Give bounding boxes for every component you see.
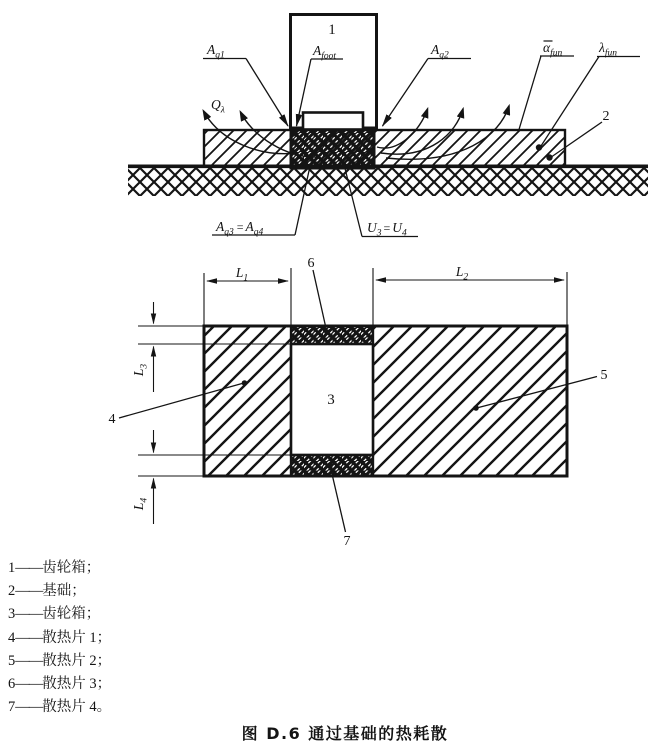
legend-text: 散热片 3； [42,676,112,693]
legend-dash: —— [15,652,43,669]
legend-dash: —— [15,583,43,600]
gearbox-number: 1 [328,22,336,38]
callout4-number: 4 [108,412,116,427]
lambdafun-point [536,144,542,150]
legend-text: 齿轮箱； [42,606,101,623]
legend-text: 齿轮箱； [42,560,101,576]
legend-num: 1 [8,560,16,576]
callout7-point [327,462,333,468]
ground-hatch [128,168,648,196]
legend-num: 7 [8,699,16,716]
legend-dash: —— [15,676,43,693]
top-diagram-svg [0,0,650,252]
figure-caption: 图 D.6 通过基础的热耗散 [241,724,449,743]
legend-dash: —— [15,699,43,716]
lambdafun-leader [541,57,599,147]
aq2-leader [383,59,429,127]
legend-num: 5 [8,652,16,669]
legend-num: 3 [8,606,16,623]
center-number: 3 [327,392,335,408]
dim-l3: $L_3$ [131,363,150,377]
fin1-block [204,326,291,476]
foundation-number: 2 [602,109,610,124]
alphafun-leader [519,56,541,130]
label-a-q1: $A_{q1}$ [207,42,225,61]
label-u3-eq-u4: $U_3 = U_4$ [367,220,407,239]
legend-dash: —— [15,560,43,576]
legend-text: 散热片 2； [42,652,112,669]
legend [8,557,111,719]
callout6-leader [313,270,327,331]
label-aq3-eq-aq4: $A_{q3} = A_{q4}$ [216,219,264,238]
label2-point [546,154,552,160]
dim-l4: $L_4$ [131,497,150,511]
callout7-number: 7 [343,534,351,549]
legend-dash: —— [15,629,43,646]
label-a-q2: $A_{q2}$ [431,42,449,61]
legend-num: 2 [8,583,16,600]
fin3-strip [291,326,373,344]
label-alpha-fun: $\alpha_{fun}$ [543,40,563,59]
legend-item-1 [8,557,111,580]
legend-num: 4 [8,629,16,646]
bottom-diagram-svg [0,252,650,554]
callout6-number: 6 [307,256,315,271]
label-lambda-fun: $\lambda_{fun}$ [599,40,617,59]
aq1-leader [246,59,288,127]
label-a-foot: $A_{foot}$ [313,43,337,62]
legend-num: 6 [8,676,16,693]
dim-l2: $L_2$ [455,264,469,283]
legend-item-4 [8,627,111,650]
callout6-point [324,329,330,335]
legend-dash: —— [15,606,43,623]
callout5-point [473,405,479,411]
dim-l1: $L_1$ [235,265,249,284]
legend-item-6 [8,673,111,696]
gearbox-foot [303,113,363,130]
legend-text: 散热片 1； [42,629,112,646]
legend-item-7 [8,696,111,719]
callout4-point [242,380,248,386]
label-q-lambda: $Q_\lambda$ [211,97,225,116]
callout5-number: 5 [600,368,608,383]
legend-text: 基础； [42,583,86,600]
legend-text: 散热片 4。 [42,699,112,716]
legend-item-3 [8,603,111,626]
legend-item-2 [8,580,111,603]
fin2-block [373,326,567,476]
footprint-block [291,128,374,168]
legend-item-5 [8,650,111,673]
